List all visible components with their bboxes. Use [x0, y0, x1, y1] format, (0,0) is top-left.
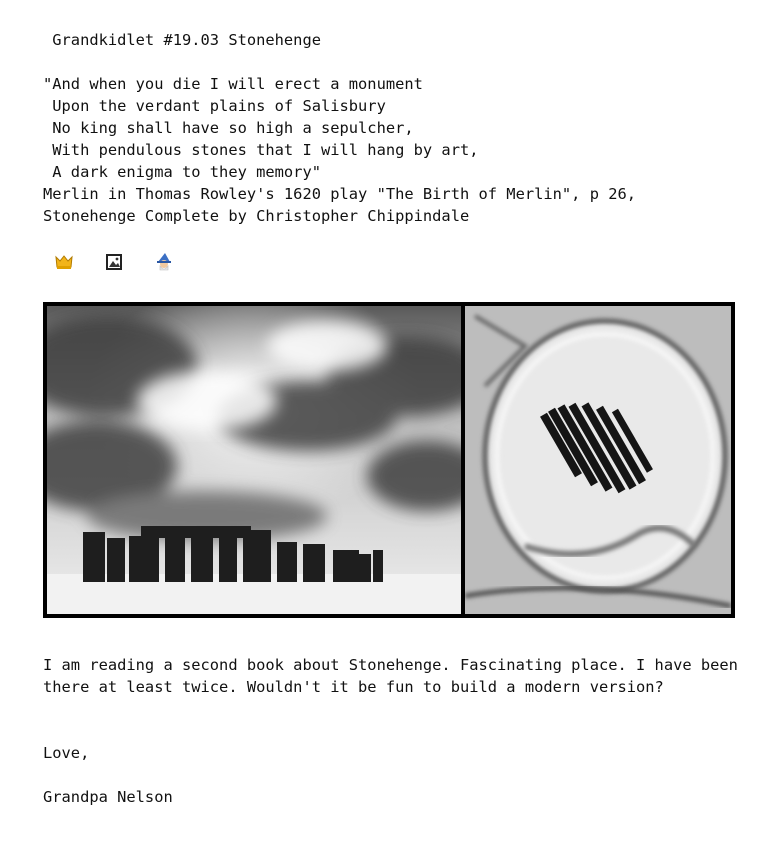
closing: Love, — [43, 744, 90, 762]
quote-line-1: "And when you die I will erect a monument — [43, 75, 423, 93]
quote-line-4: With pendulous stones that I will hang by art, — [43, 141, 479, 159]
quote-line-5: A dark enigma to they memory" — [43, 163, 321, 181]
crown-icon — [54, 252, 74, 272]
quote-line-3: No king shall have so high a sepulcher, — [43, 119, 414, 137]
attribution-line-1: Merlin in Thomas Rowley's 1620 play "The Birth of Merlin", p 26, — [43, 185, 637, 203]
picture-frame-icon — [104, 252, 124, 272]
quote-line-2: Upon the verdant plains of Salisbury — [43, 97, 386, 115]
attribution-line-2: Stonehenge Complete by Christopher Chippindale — [43, 207, 470, 225]
aerial-relief-photo — [465, 306, 731, 614]
message-paragraph: I am reading a second book about Stonehenge. Fascinating place. I have been there at least twice. Wouldn't it be fun to build a modern version? — [43, 656, 748, 696]
letter-title: Grandkidlet #19.03 Stonehenge — [43, 31, 321, 49]
stonehenge-photo — [47, 306, 461, 614]
wizard-icon — [154, 252, 174, 272]
signature: Grandpa Nelson — [43, 788, 173, 806]
photo-collage — [43, 302, 735, 618]
